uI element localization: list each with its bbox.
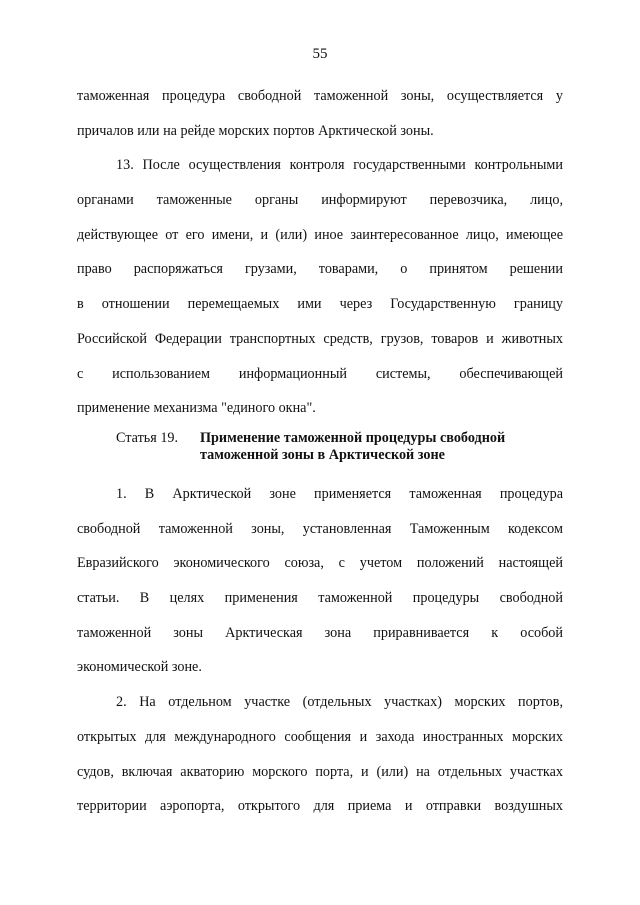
text-line: судов, включая акваторию морского порта, и (или) на отдельных участках xyxy=(77,763,563,780)
text-line: действующее от его имени, и (или) иное заинтересованное лицо, имеющее xyxy=(77,226,563,243)
text-line: Евразийского экономического союза, с учетом положений настоящей xyxy=(77,555,563,572)
text-line: органами таможенные органы информируют перевозчика, лицо, xyxy=(77,192,563,209)
text-line: Российской Федерации транспортных средств, грузов, товаров и животных xyxy=(77,330,563,347)
article-title xyxy=(200,430,505,464)
text-line: экономической зоне. xyxy=(77,659,202,676)
text-line: 13. После осуществления контроля государственными контрольными xyxy=(116,157,563,174)
article-title-line: Применение таможенной процедуры свободной xyxy=(200,430,506,446)
text-line: в отношении перемещаемых ими через Государственную границу xyxy=(77,296,563,313)
text-line: таможенная процедура свободной таможенной зоны, осуществляется у xyxy=(77,88,563,104)
article-title-line: таможенной зоны в Арктической зоне xyxy=(200,447,445,463)
text-block-top xyxy=(77,86,563,433)
text-line: 1. В Арктической зоне применяется таможенная процедура xyxy=(116,486,563,502)
text-line: открытых для международного сообщения и захода иностранных морских xyxy=(77,728,563,745)
text-line: причалов или на рейде морских портов Арктической зоны. xyxy=(77,122,434,139)
text-line: применение механизма "единого окна". xyxy=(77,400,316,417)
text-line: право распоряжаться грузами, товарами, о принятом решении xyxy=(77,261,563,278)
page-number: 55 xyxy=(312,46,328,62)
text-line: свободной таможенной зоны, установленная Таможенным кодексом xyxy=(77,520,563,537)
text-line: таможенной зоны Арктическая зона приравнивается к особой xyxy=(77,624,563,641)
article-number: Статья 19. xyxy=(116,430,179,446)
text-line: с использованием информационный системы, обеспечивающей xyxy=(77,365,563,382)
text-line: 2. На отдельном участке (отдельных участках) морских портов, xyxy=(116,694,563,711)
text-block-bottom xyxy=(77,484,563,831)
text-line: статьи. В целях применения таможенной процедуры свободной xyxy=(77,590,563,607)
text-line: территории аэропорта, открытого для приема и отправки воздушных xyxy=(77,798,563,815)
